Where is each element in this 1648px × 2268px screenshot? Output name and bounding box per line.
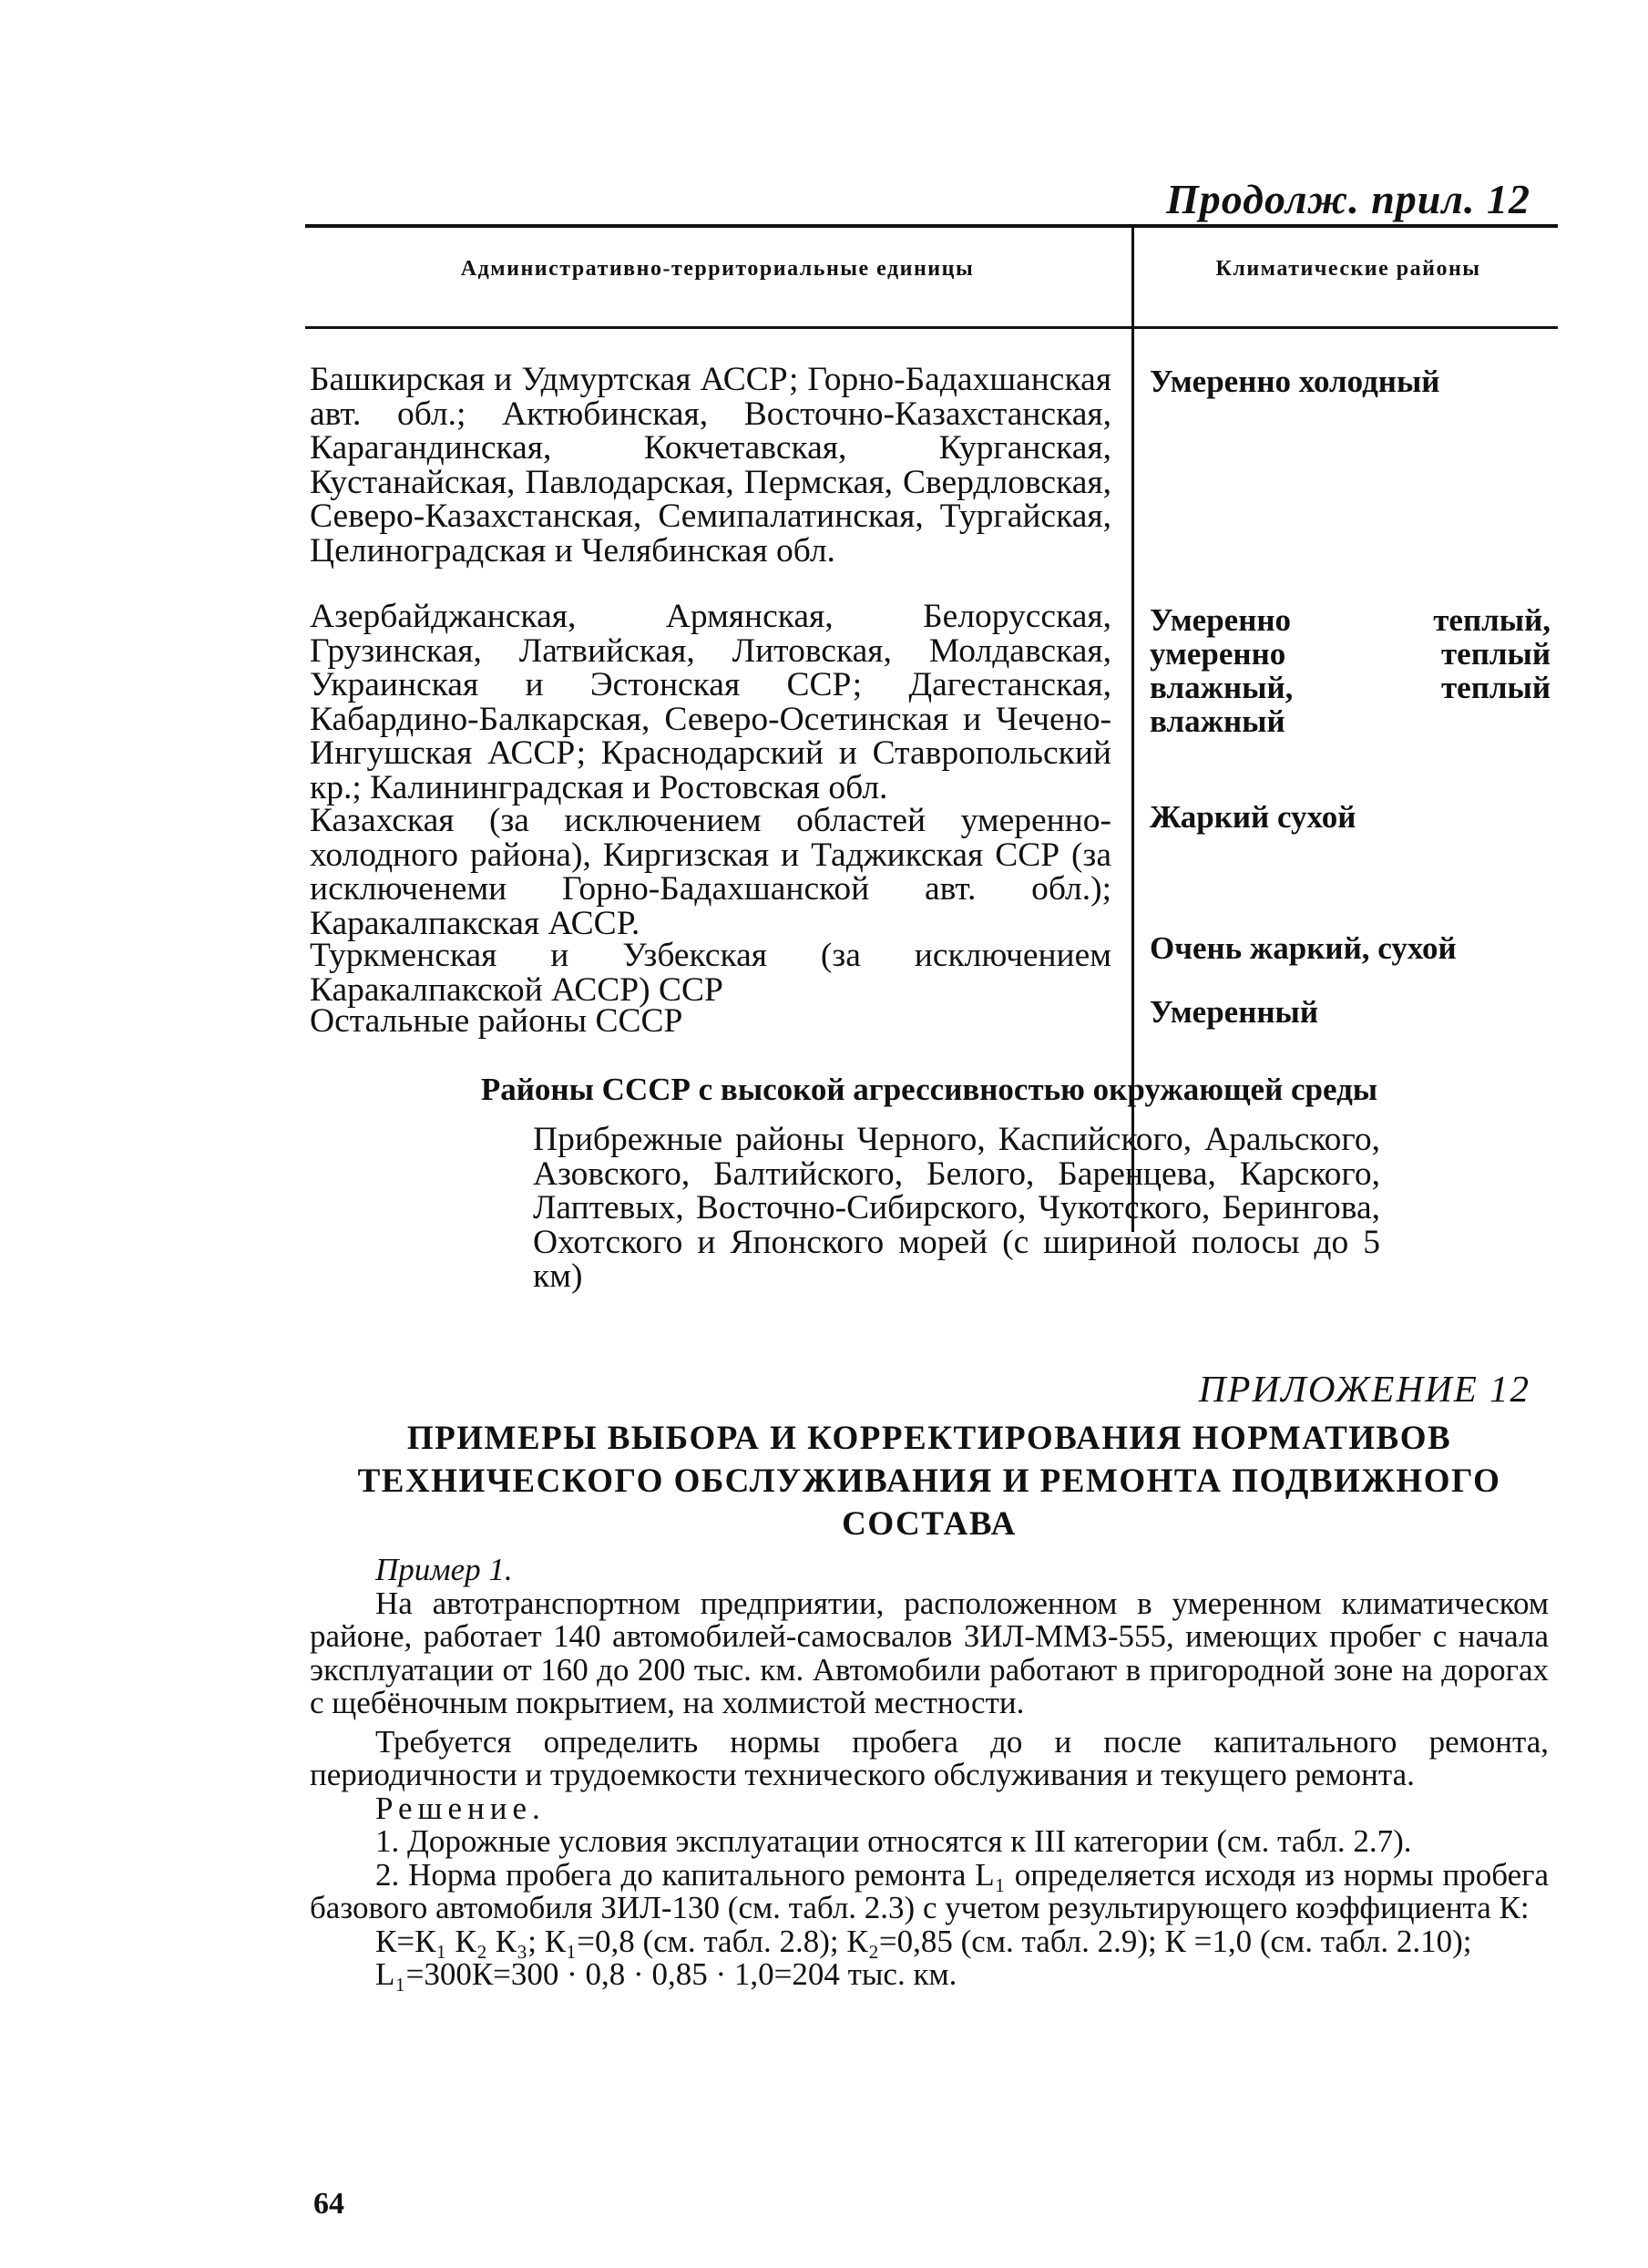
example-body xyxy=(310,1554,1549,1992)
example-paragraph-2: Требуется определить нормы пробега до и после капитального ремонта, периодичности и трудоемкости технического обслуживания и текущего ремонта. xyxy=(310,1723,1549,1792)
aggressive-regions-text: Прибрежные районы Черного, Каспийского, Аральского, Азовского, Балтийского, Белого, Баренцева, Карского, Лаптевых, Восточно-Сибирского, Чукотского, Берингова, Охотского и Японского морей (с шириной полосы до 5 км) xyxy=(533,1121,1380,1295)
page-number: 64 xyxy=(313,2187,344,2221)
formula-coefficients: К=К₁ К₂ К₃; К₁=0,8 (см. табл. 2.8); К₂=0,85 (см. табл. 2.9); К =1,0 (см. табл. 2.10); xyxy=(375,1923,1472,1959)
table-row-5-units: Остальные районы СССР xyxy=(310,1002,683,1040)
table-row-3-region: Жаркий сухой xyxy=(1150,799,1356,835)
table-row-1-region: Умеренно холодный xyxy=(1150,364,1440,399)
table-header-rule xyxy=(305,326,1558,329)
running-head: Продолж. прил. 12 xyxy=(1165,176,1530,222)
appendix-title: ПРИМЕРЫ ВЫБОРА И КОРРЕКТИРОВАНИЯ НОРМАТИВОВ ТЕХНИЧЕСКОГО ОБСЛУЖИВАНИЯ И РЕМОНТА ПОДВИЖНОГО СОСТАВА xyxy=(357,1420,1501,1543)
table-row-5-region: Умеренный xyxy=(1150,994,1319,1030)
solution-step-2: 2. Норма пробега до капитального ремонта L₁ определяется исходя из нормы пробега базового автомобиля ЗИЛ-130 (см. табл. 2.3) с учетом результирующего коэффициента К: xyxy=(310,1856,1549,1925)
example-paragraph-1: На автотранспортном предприятии, расположенном в умеренном климатическом районе, работает 140 автомобилей-самосвалов ЗИЛ-ММЗ-555, имеющих пробег с начала эксплуатации от 160 до 200 тыс. км. Автомобили работают в пригородной зоне на дорогах с щебёночным покрытием, на холмистой местности. xyxy=(310,1585,1549,1720)
solution-label: Решение. xyxy=(375,1790,546,1826)
solution-step-1: 1. Дорожные условия эксплуатации относятся к III категории (см. табл. 2.7). xyxy=(375,1823,1412,1859)
table-row-3-units: Казахская (за исключением областей умеренно-холодного района), Киргизская и Таджикская ССР (за исключенеми Горно-Бадахшанской авт. обл.); Каракалпакская АССР. xyxy=(310,802,1111,942)
table-row-2-region: Умеренно теплый, умеренно теплый влажный, теплый влажный xyxy=(1150,602,1551,739)
appendix-label: ПРИЛОЖЕНИЕ 12 xyxy=(1198,1368,1530,1410)
table-row-4-region: Очень жаркий, сухой xyxy=(1150,930,1457,966)
column-header-units: Административно-территориальные единицы xyxy=(460,257,975,281)
table-row-4-units: Туркменская и Узбекская (за исключением Каракалпакской АССР) ССР xyxy=(310,937,1111,1009)
formula-mileage: L₁=300К=300 · 0,8 · 0,85 · 1,0=204 тыс. км. xyxy=(375,1956,957,1992)
aggressive-regions-heading: Районы СССР с высокой агрессивностью окружающей среды xyxy=(480,1072,1378,1107)
table-row-1-units: Башкирская и Удмуртская АССР; Горно-Бадахшанская авт. обл.; Актюбинская, Восточно-Казахстанская, Карагандинская, Кокчетавская, Курганская, Кустанайская, Павлодарская, Пермская, Свердловская, Северо-Казахстанская, Семипалатинская, Тургайская, Целиноградская и Челябинская обл. xyxy=(310,361,1111,570)
example-label: Пример 1. xyxy=(375,1552,513,1587)
column-header-regions: Климатические районы xyxy=(1215,257,1481,281)
table-row-2-units: Азербайджанская, Армянская, Белорусская, Грузинская, Латвийская, Литовская, Молдавская, Украинская и Эстонская ССР; Дагестанская, Кабардино-Балкарская, Северо-Осетинская и Чечено-Ингушская АССР; Краснодарский и Ставропольский кр.; Калининградская и Ростовская обл. xyxy=(310,598,1111,806)
table-top-rule xyxy=(305,224,1558,228)
